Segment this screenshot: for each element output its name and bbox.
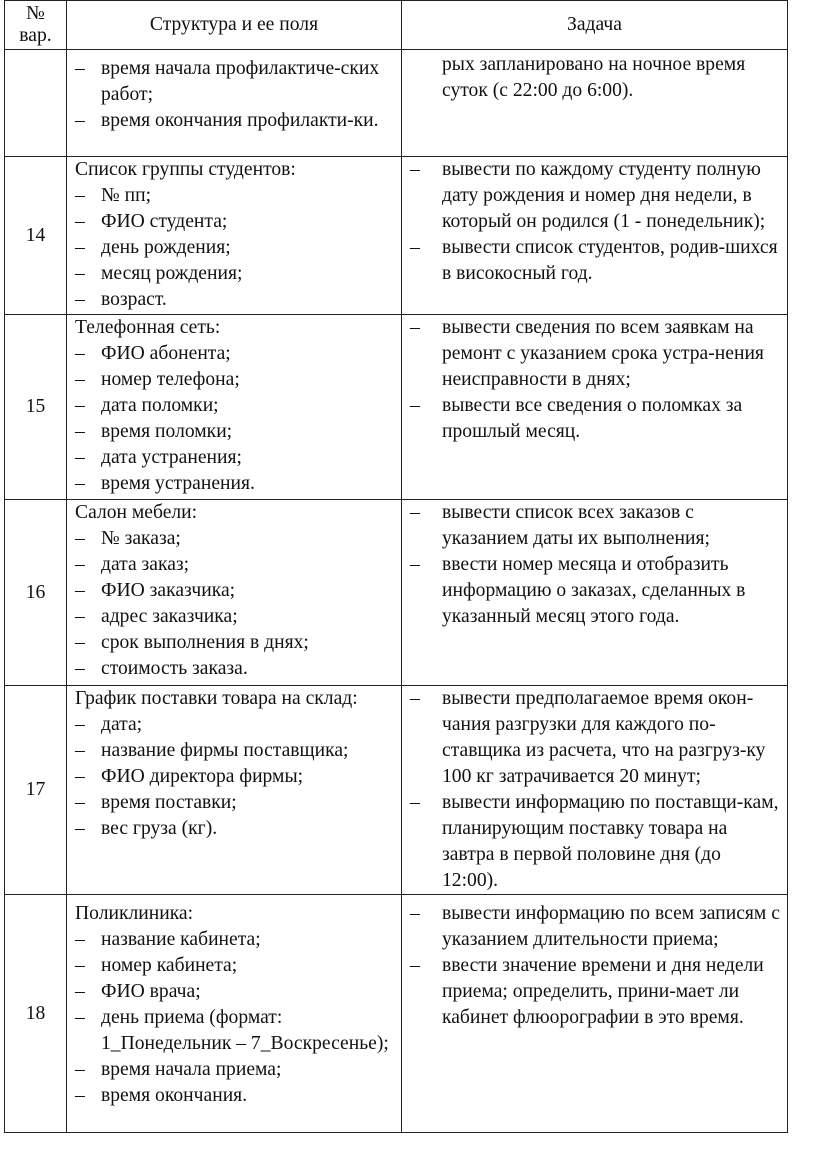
field-item: – время устранения.	[75, 471, 395, 497]
field-item: – название фирмы поставщика;	[75, 738, 395, 764]
structure-cell	[67, 686, 402, 895]
task-item: – вывести предполагаемое время окон-чания разгрузки для каждого по-ставщика из расчета, что на разгруз-ку 100 кг затрачивается 20 минут;	[410, 686, 781, 790]
table-header-row	[5, 1, 788, 50]
task-list	[410, 500, 781, 630]
field-item: – дата заказ;	[75, 552, 395, 578]
task-cell	[402, 895, 788, 1133]
header-task: Задача	[402, 1, 788, 50]
structure-title: Телефонная сеть:	[75, 317, 221, 338]
field-list	[75, 56, 395, 134]
task-list	[410, 901, 781, 1031]
task-item: – вывести информацию по поставщи-кам, планирующим поставку товара на завтра в первой половине дня (до 12:00).	[410, 790, 781, 894]
field-item: – ФИО врача;	[75, 979, 395, 1005]
field-item: – время окончания.	[75, 1083, 395, 1109]
field-item: – день приема (формат: 1_Понедельник – 7_Воскресенье);	[75, 1005, 395, 1057]
task-item: – вывести сведения по всем заявкам на ремонт с указанием срока устра-нения неисправности в днях;	[410, 315, 781, 393]
field-item: – время начала приема;	[75, 1057, 395, 1083]
field-list	[75, 341, 395, 497]
field-item: – № пп;	[75, 183, 395, 209]
field-item: – ФИО абонента;	[75, 341, 395, 367]
field-item: – номер кабинета;	[75, 953, 395, 979]
header-variant-number	[5, 1, 67, 50]
task-item: – вывести информацию по всем записям с указанием длительности приема;	[410, 901, 781, 953]
structure-title: Поликлиника:	[75, 903, 194, 924]
field-item: – месяц рождения;	[75, 261, 395, 287]
field-list	[75, 526, 395, 682]
task-cell	[402, 315, 788, 500]
field-item: – ФИО директора фирмы;	[75, 764, 395, 790]
table-row	[5, 50, 788, 157]
variant-number: 17	[5, 686, 67, 895]
header-num-symbol: №	[26, 3, 45, 24]
task-cell	[402, 500, 788, 686]
structure-title: График поставки товара на склад:	[75, 688, 358, 709]
field-item: – адрес заказчика;	[75, 604, 395, 630]
field-item: – ФИО студента;	[75, 209, 395, 235]
task-item: – вывести все сведения о поломках за прошлый месяц.	[410, 393, 781, 445]
task-item: – ввести значение времени и дня недели приема; определить, прини-мает ли кабинет флюорографии в это время.	[410, 953, 781, 1031]
table-row	[5, 686, 788, 895]
table-row	[5, 895, 788, 1133]
table-row	[5, 500, 788, 686]
variant-number: 16	[5, 500, 67, 686]
field-item: – время поставки;	[75, 790, 395, 816]
variant-number	[5, 50, 67, 157]
field-item: – дата поломки;	[75, 393, 395, 419]
field-item: – дата;	[75, 712, 395, 738]
task-item: – вывести список всех заказов с указанием даты их выполнения;	[410, 500, 781, 552]
structure-cell	[67, 157, 402, 315]
structure-title: Список группы студентов:	[75, 159, 296, 180]
field-item: – вес груза (кг).	[75, 816, 395, 842]
structure-cell	[67, 500, 402, 686]
structure-title: Салон мебели:	[75, 502, 198, 523]
task-item: – вывести по каждому студенту полную дату рождения и номер дня недели, в который он родился (1 - понедельник);	[410, 157, 781, 235]
header-num-abbr: вар.	[19, 25, 52, 46]
task-continuation-text: рых запланировано на ночное время суток (с 22:00 до 6:00).	[442, 54, 746, 101]
field-item: – стоимость заказа.	[75, 656, 395, 682]
header-structure: Структура и ее поля	[67, 1, 402, 50]
field-item: – время поломки;	[75, 419, 395, 445]
structure-cell	[67, 315, 402, 500]
field-item: – время начала профилактиче-ских работ;	[75, 56, 395, 108]
field-list	[75, 927, 395, 1109]
field-item: – время окончания профилакти-ки.	[75, 108, 395, 134]
task-list	[410, 686, 781, 894]
variants-table	[4, 0, 788, 1133]
variant-number: 18	[5, 895, 67, 1133]
field-item: – название кабинета;	[75, 927, 395, 953]
task-item: – вывести список студентов, родив-шихся в високосный год.	[410, 235, 781, 287]
variant-number: 15	[5, 315, 67, 500]
field-item: – день рождения;	[75, 235, 395, 261]
structure-cell	[67, 50, 402, 157]
task-cell	[402, 686, 788, 895]
task-cell	[402, 157, 788, 315]
field-item: – ФИО заказчика;	[75, 578, 395, 604]
field-item: – номер телефона;	[75, 367, 395, 393]
field-list	[75, 183, 395, 313]
field-item: – № заказа;	[75, 526, 395, 552]
field-list	[75, 712, 395, 842]
table-row	[5, 315, 788, 500]
task-item: – ввести номер месяца и отобразить информацию о заказах, сделанных в указанный месяц этого года.	[410, 552, 781, 630]
task-cell	[402, 50, 788, 157]
task-list	[410, 157, 781, 287]
field-item: – дата устранения;	[75, 445, 395, 471]
table-row	[5, 157, 788, 315]
field-item: – срок выполнения в днях;	[75, 630, 395, 656]
task-list	[410, 315, 781, 445]
variant-number: 14	[5, 157, 67, 315]
structure-cell	[67, 895, 402, 1133]
field-item: – возраст.	[75, 287, 395, 313]
